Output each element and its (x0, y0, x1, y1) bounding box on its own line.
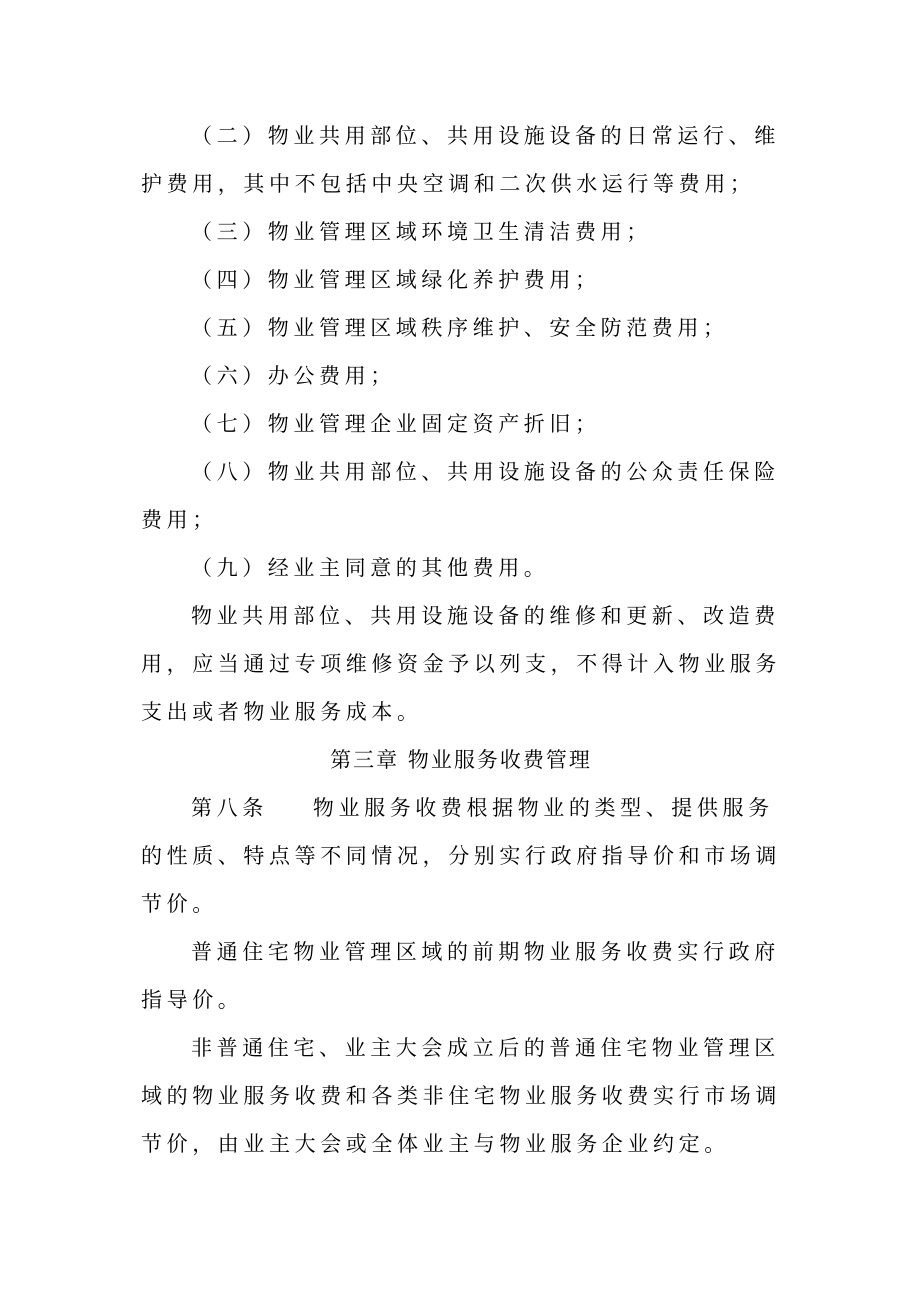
maintenance-fund-paragraph: 物业共用部位、共用设施设备的维修和更新、改造费用，应当通过专项维修资金予以列支，不得计入物业服务支出或者物业服务成本。 (141, 604, 781, 724)
market-price-paragraph: 非普通住宅、业主大会成立后的普通住宅物业管理区域的物业服务收费和各类非住宅物业服务收费实行市场调节价，由业主大会或全体业主与物业服务企业约定。 (141, 1036, 781, 1156)
item-7-paragraph: （七）物业管理企业固定资产折旧； (191, 412, 601, 436)
item-5-paragraph: （五）物业管理区域秩序维护、安全防范费用； (191, 316, 729, 340)
government-guided-price-paragraph: 普通住宅物业管理区域的前期物业服务收费实行政府指导价。 (141, 940, 780, 1012)
item-6-paragraph: （六）办公费用； (191, 364, 396, 388)
item-9-paragraph: （九）经业主同意的其他费用。 (191, 556, 550, 580)
chapter-heading: 第三章 物业服务收费管理 (330, 748, 592, 772)
item-4-paragraph: （四）物业管理区域绿化养护费用； (191, 268, 601, 292)
article-8-paragraph: 第八条 物业服务收费根据物业的类型、提供服务的性质、特点等不同情况，分别实行政府指导价和市场调节价。 (141, 796, 781, 916)
item-8-paragraph: （八）物业共用部位、共用设施设备的公众责任保险费用； (141, 460, 780, 532)
item-3-paragraph: （三）物业管理区域环境卫生清洁费用； (191, 220, 652, 244)
item-2-paragraph: （二）物业共用部位、共用设施设备的日常运行、维护费用，其中不包括中央空调和二次供水运行等费用； (141, 124, 780, 196)
